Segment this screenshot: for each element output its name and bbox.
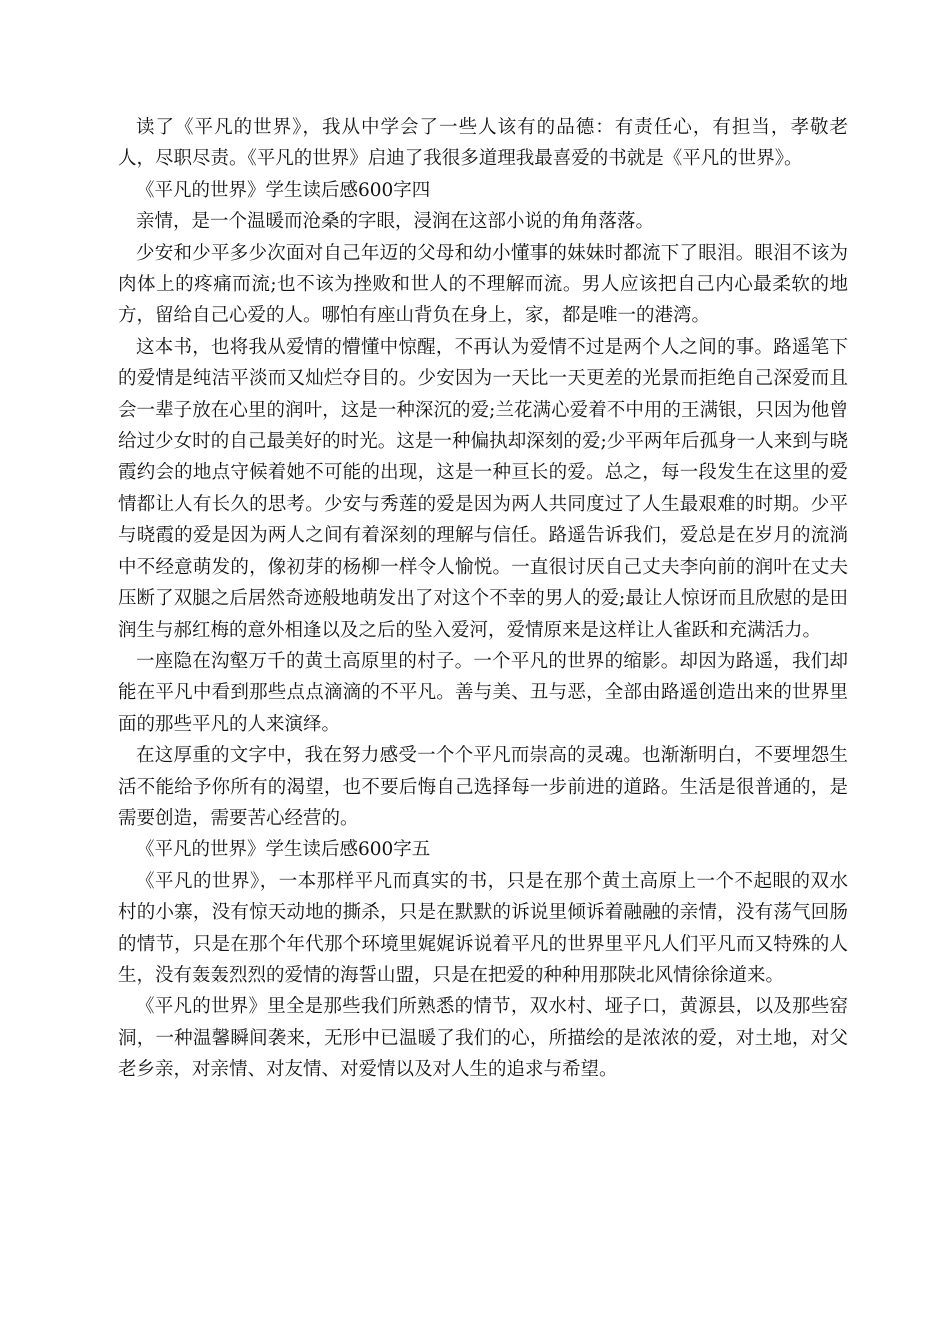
paragraph-intro: 读了《平凡的世界》，我从中学会了一些人该有的品德：有责任心，有担当，孝敬老人，尽职尽责。《平凡的世界》启迪了我很多道理我最喜爱的书就是《平凡的世界》。 [118, 117, 848, 170]
paragraph-familiar-plots: 《平凡的世界》里全是那些我们所熟悉的情节，双水村、垭子口，黄源县，以及那些窑洞，一种温馨瞬间袭来，无形中已温暖了我们的心，所描绘的是浓浓的爱，对土地，对父老乡亲，对亲情、对友情、对爱情以及对人生的追求与希望。 [118, 996, 848, 1081]
paragraph-village: 一座隐在沟壑万千的黄土高原里的村子。一个平凡的世界的缩影。却因为路遥，我们却能在平凡中看到那些点点滴滴的不平凡。善与美、丑与恶，全部由路遥创造出来的世界里面的那些平凡的人来演绎。 [118, 650, 848, 735]
paragraph-soul: 在这厚重的文字中，我在努力感受一个个平凡而崇高的灵魂。也渐渐明白，不要埋怨生活不能给予你所有的渴望，也不要后悔自己选择每一步前进的道路。生活是很普通的，是需要创造，需要苦心经营的。 [118, 745, 848, 829]
document-body [118, 112, 848, 1086]
paragraph-ordinary-book: 《平凡的世界》，一本那样平凡而真实的书，只是在那个黄土高原上一个不起眼的双水村的小寨，没有惊天动地的撕杀，只是在默默的诉说里倾诉着融融的亲情，没有荡气回肠的情节，只是在那个年代那个环境里娓娓诉说着平凡的世界里平凡人们平凡而又特殊的人生，没有轰轰烈烈的爱情的海誓山盟，只是在把爱的种种用那陕北风情徐徐道来。 [118, 870, 848, 986]
section-heading-five: 《平凡的世界》学生读后感600字五 [136, 839, 431, 861]
paragraph-love: 这本书，也将我从爱情的懵懂中惊醒，不再认为爱情不过是两个人之间的事。路遥笔下的爱情是纯洁平淡而又灿烂夺目的。少安因为一天比一天更差的光景而拒绝自己深爱而且会一辈子放在心里的润叶，这是一种深沉的爱;兰花满心爱着不中用的王满银，只因为他曾给过少女时的自己最美好的时光。这是一种偏执却深刻的爱;少平两年后孤身一人来到与晓霞约会的地点守候着她不可能的出现，这是一种亘长的爱。总之，每一段发生在这里的爱情都让人有长久的思考。少安与秀莲的爱是因为两人共同度过了人生最艰难的时期。少平与晓霞的爱是因为两人之间有着深刻的理解与信任。路遥告诉我们，爱总是在岁月的流淌中不经意萌发的，像初芽的杨柳一样令人愉悦。一直很讨厌自己丈夫李向前的润叶在丈夫压断了双腿之后居然奇迹般地萌发出了对这个不幸的男人的爱;最让人惊讶而且欣慰的是田润生与郝红梅的意外相逢以及之后的坠入爱河，爱情原来是这样让人雀跃和充满活力。 [118, 336, 848, 641]
section-heading-four: 《平凡的世界》学生读后感600字四 [136, 179, 431, 201]
paragraph-family: 亲情，是一个温暖而沧桑的字眼，浸润在这部小说的角角落落。 [136, 211, 655, 233]
paragraph-tears: 少安和少平多少次面对自己年迈的父母和幼小懂事的妹妹时都流下了眼泪。眼泪不该为肉体上的疼痛而流;也不该为挫败和世人的不理解而流。男人应该把自己内心最柔软的地方，留给自己心爱的人。哪怕有座山背负在身上，家，都是唯一的港湾。 [118, 242, 848, 327]
